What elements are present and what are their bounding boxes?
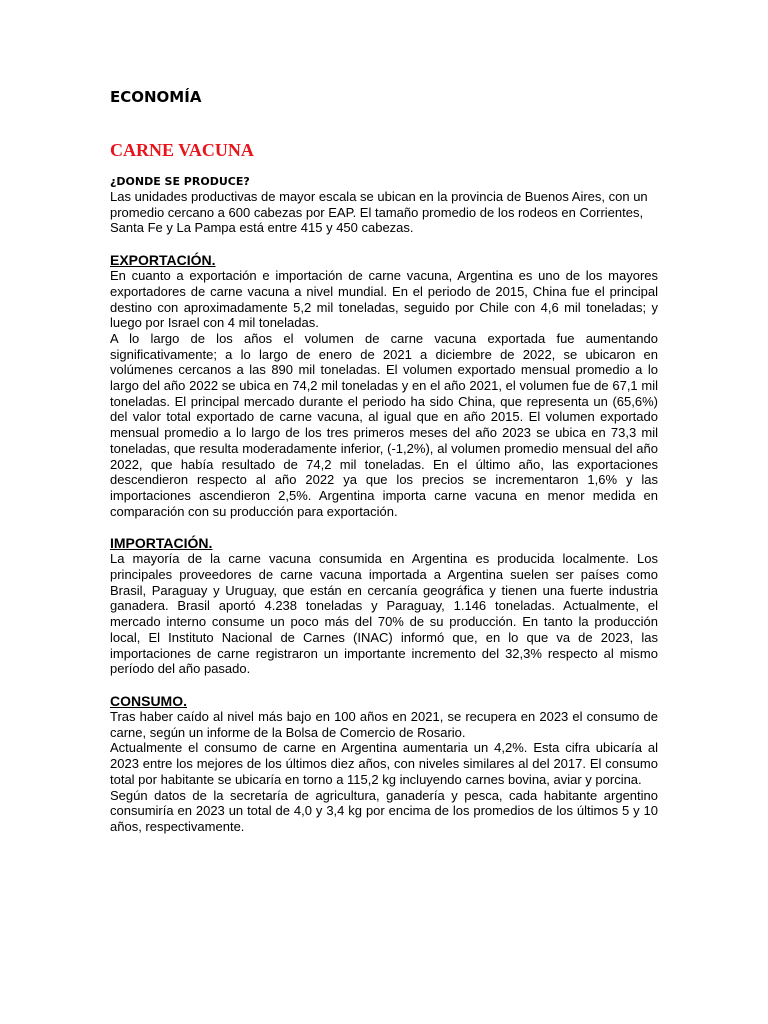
consumption-heading: CONSUMO. [110,692,187,709]
where-produced-question: ¿DONDE SE PRODUCE? [110,175,250,188]
export-heading: EXPORTACIÓN. [110,252,216,269]
export-paragraph-1: En cuanto a exportación e importación de carne vacuna, Argentina es uno de los mayores exportadores de carne vacuna a nivel mundial. En el periodo de 2015, China fue el principal destino con aproximadamente 5,2 mil toneladas, seguido por Chile con 4,6 mil toneladas; y luego por Israel con 4 mil toneladas. [110,268,658,331]
document-page [110,86,658,835]
intro-paragraph: Las unidades productivas de mayor escala se ubican en la provincia de Buenos Aires, con un promedio cercano a 600 cabezas por EAP. El tamaño promedio de los rodeos en Corrientes, Santa Fe y La Pampa está entre 415 y 450 cabezas. [110,189,648,236]
section-category-heading: ECONOMÍA [110,88,202,106]
consumption-paragraph-2: Actualmente el consumo de carne en Argentina aumentaria un 4,2%. Esta cifra ubicaría al 2023 entre los mejores de los últimos diez años, con niveles similares al del 2017. El consumo total por habitante se ubicaría en torno a 115,2 kg incluyendo carnes bovina, aviar y porcina. [110,740,658,787]
document-title: CARNE VACUNA [110,140,254,160]
consumption-paragraph-3: Según datos de la secretaría de agricultura, ganadería y pesca, cada habitante argentino consumiría en 2023 un total de 4,0 y 3,4 kg por encima de los promedios de los últimos 5 y 10 años, respectivamente. [110,787,658,834]
export-paragraph-2: A lo largo de los años el volumen de carne vacuna exportada fue aumentando significativamente; a lo largo de enero de 2021 a diciembre de 2022, se ubicaron en volúmenes cercanos a las 890 mil toneladas. El volumen exportado mensual promedio a lo largo del año 2022 se ubica en 74,2 mil toneladas y en el año 2021, el volumen fue de 67,1 mil toneladas. El principal mercado durante el periodo ha sido China, que representa un (65,6%) del valor total exportado de carne vacuna, al igual que en año 2015. El volumen exportado mensual promedio a lo largo de los tres primeros meses del año 2023 se ubica en 73,3 mil toneladas, que resulta moderadamente inferior, (-1,2%), al volumen promedio mensual del año 2022, que había resultado de 74,2 mil toneladas. En el último año, las exportaciones descendieron respecto al año 2022 ya que los precios se incrementaron 1,6% y las importaciones ascendieron 2,5%. Argentina importa carne vacuna en menor medida en comparación con su producción para exportación. [110,330,658,519]
import-heading: IMPORTACIÓN. [110,535,213,552]
consumption-paragraph-1: Tras haber caído al nivel más bajo en 100 años en 2021, se recupera en 2023 el consumo de carne, según un informe de la Bolsa de Comercio de Rosario. [110,708,658,740]
import-paragraph-1: La mayoría de la carne vacuna consumida en Argentina es producida localmente. Los principales proveedores de carne vacuna importada a Argentina suelen ser países como Brasil, Paraguay y Uruguay, que están en cercanía geográfica y tienen una fuerte industria ganadera. Brasil aportó 4.238 toneladas y Paraguay, 1.146 toneladas. Actualmente, el mercado interno consume un poco más del 70% de su producción. En tanto la producción local, El Instituto Nacional de Carnes (INAC) informó que, en lo que va de 2023, las importaciones de carne registraron un importante incremento del 32,3% respecto al mismo período del año pasado. [110,551,658,677]
